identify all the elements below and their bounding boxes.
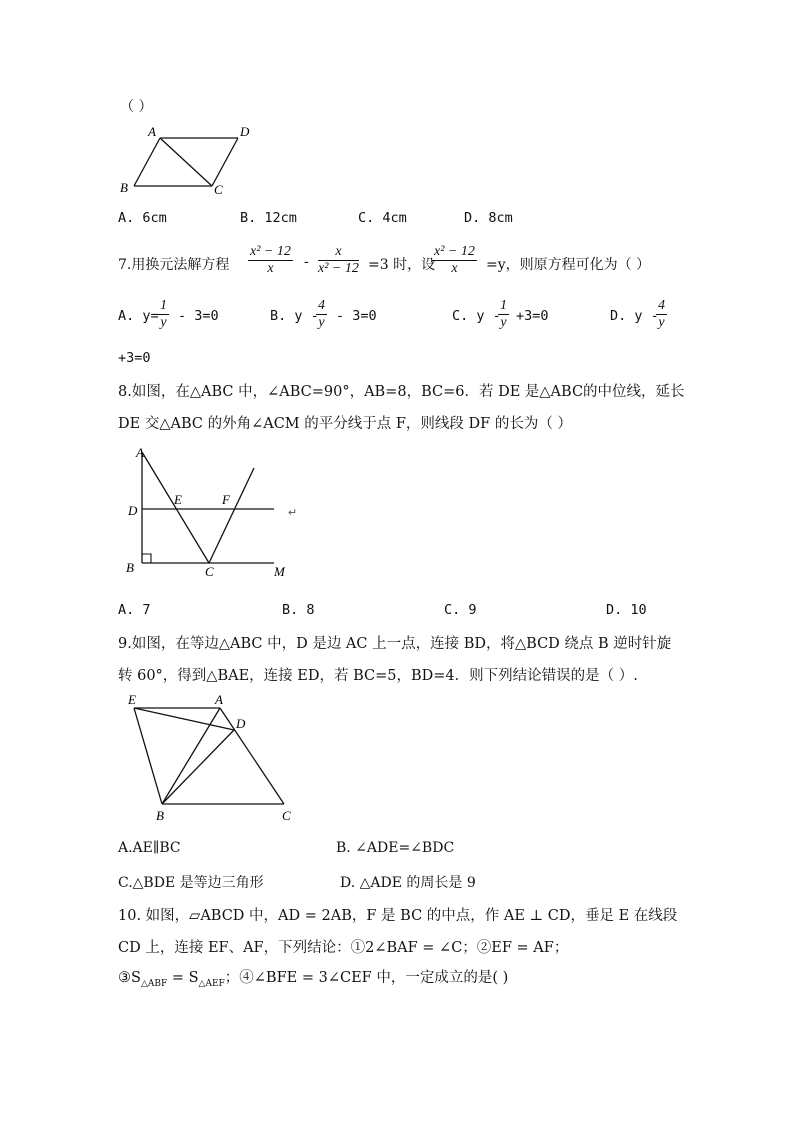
q7-frac2-num: x (318, 244, 359, 261)
q8-text-line-2: DE 交△ABC 的外角∠ACM 的平分线于点 F，则线段 DF 的长为（ ） (118, 416, 572, 432)
q7-fraction-1 (248, 244, 293, 277)
q7-fraction-2 (318, 244, 359, 277)
q10-line3-sub1: △ABF (140, 978, 168, 989)
q7-frac3-den: x (451, 261, 458, 276)
q10-text-line-3 (118, 966, 508, 989)
q8-point-e: E (174, 492, 182, 507)
q7-optC-num: 1 (500, 298, 507, 313)
q7-option-d-fraction (656, 298, 667, 331)
q7-frac3-num: x² − 12 (434, 244, 475, 259)
q8-point-d: D (128, 503, 138, 518)
q9-option-a[interactable]: A.AE∥BC (118, 840, 181, 856)
q7-optB-num: 4 (318, 298, 325, 313)
q7-option-a-pre[interactable]: A. y= (118, 308, 159, 324)
q6-point-d: D (240, 124, 250, 139)
q7-frac1-den: x (267, 261, 274, 276)
q9-option-c[interactable]: C.△BDE 是等边三角形 (118, 875, 264, 891)
q9-point-e: E (128, 692, 136, 707)
q6-point-b: B (120, 180, 128, 195)
q9-option-b[interactable]: B. ∠ADE=∠BDC (336, 840, 455, 856)
q7-suffix: =y，则原方程可化为（ ） (486, 257, 651, 273)
q7-option-c-pre[interactable]: C. y - (452, 308, 501, 324)
q7-mid-text: =3 时，设 (368, 257, 436, 273)
q8-point-c: C (205, 564, 214, 579)
q7-option-b-post: - 3=0 (336, 308, 377, 324)
q7-optA-num: 1 (160, 298, 167, 313)
q7-option-a-fraction (158, 298, 169, 331)
q7-optB-den: y (318, 315, 325, 330)
q9-point-d: D (236, 716, 246, 731)
q8-point-m: M (274, 564, 285, 579)
q10-line3-eq: = S (167, 970, 199, 986)
q10-text-line-2: CD 上，连接 EF、AF，下列结论：①2∠BAF = ∠C；②EF = AF； (118, 940, 569, 956)
q7-minus: - (304, 254, 309, 270)
q7-frac2-den: x² − 12 (318, 261, 359, 276)
q10-text-line-1: 10. 如图，▱ABCD 中，AD = 2AB，F 是 BC 的中点，作 AE ⊥ CD，垂足 E 在线段 (118, 908, 678, 924)
q7-option-b-fraction (316, 298, 327, 331)
q6-option-c[interactable]: C. 4cm (358, 210, 407, 226)
q8-text-line-1: 8.如图，在△ABC 中，∠ABC=90°，AB=8，BC=6．若 DE 是△ABC的中位线，延长 (118, 384, 685, 400)
q9-point-b: B (156, 808, 164, 823)
q6-point-a: A (148, 124, 156, 139)
q8-point-b: B (126, 560, 134, 575)
q6-point-c: C (214, 182, 223, 197)
q7-optD-den: y (658, 315, 665, 330)
q10-line3-post: ；④∠BFE = 3∠CEF 中，一定成立的是( ) (224, 970, 509, 986)
q6-option-d[interactable]: D. 8cm (464, 210, 513, 226)
q8-triangle-figure (118, 442, 308, 582)
q7-prefix: 7.用换元法解方程 (118, 257, 230, 273)
q7-optA-den: y (160, 315, 167, 330)
q9-point-a: A (215, 692, 223, 707)
q6-option-b[interactable]: B. 12cm (240, 210, 297, 226)
q6-parallelogram-figure (110, 118, 270, 200)
q8-point-f: F (222, 492, 230, 507)
q7-fraction-3 (432, 244, 477, 277)
q9-rotation-figure (118, 690, 308, 824)
q7-option-a-post: - 3=0 (178, 308, 219, 324)
q7-optC-den: y (500, 315, 507, 330)
q7-option-c-post: +3=0 (516, 308, 549, 324)
q7-option-b-pre[interactable]: B. y - (270, 308, 319, 324)
q8-option-a[interactable]: A. 7 (118, 602, 151, 618)
q7-option-c-fraction (498, 298, 509, 331)
q9-point-c: C (282, 808, 291, 823)
q6-option-a[interactable]: A. 6cm (118, 210, 167, 226)
return-mark-icon: ↵ (288, 507, 298, 519)
q8-option-d[interactable]: D. 10 (606, 602, 647, 618)
q8-option-c[interactable]: C. 9 (444, 602, 477, 618)
q9-text-line-1: 9.如图，在等边△ABC 中，D 是边 AC 上一点，连接 BD，将△BCD 绕点 B 逆时针旋 (118, 636, 672, 652)
q7-option-d-pre[interactable]: D. y - (610, 308, 659, 324)
q9-text-line-2: 转 60°，得到△BAE，连接 ED，若 BC=5，BD=4．则下列结论错误的是（ ）. (118, 668, 638, 684)
q9-option-d[interactable]: D. △ADE 的周长是 9 (340, 875, 476, 891)
q10-line3-pre: ③S (118, 970, 141, 986)
q8-point-a: A (136, 445, 144, 460)
q7-optD-num: 4 (658, 298, 665, 313)
q8-option-b[interactable]: B. 8 (282, 602, 315, 618)
q7-frac1-num: x² − 12 (250, 244, 291, 259)
q6-answer-paren: （ ） (120, 99, 153, 115)
q10-line3-sub2: △AEF (198, 978, 225, 989)
q7-option-d-continued: +3=0 (118, 350, 151, 366)
